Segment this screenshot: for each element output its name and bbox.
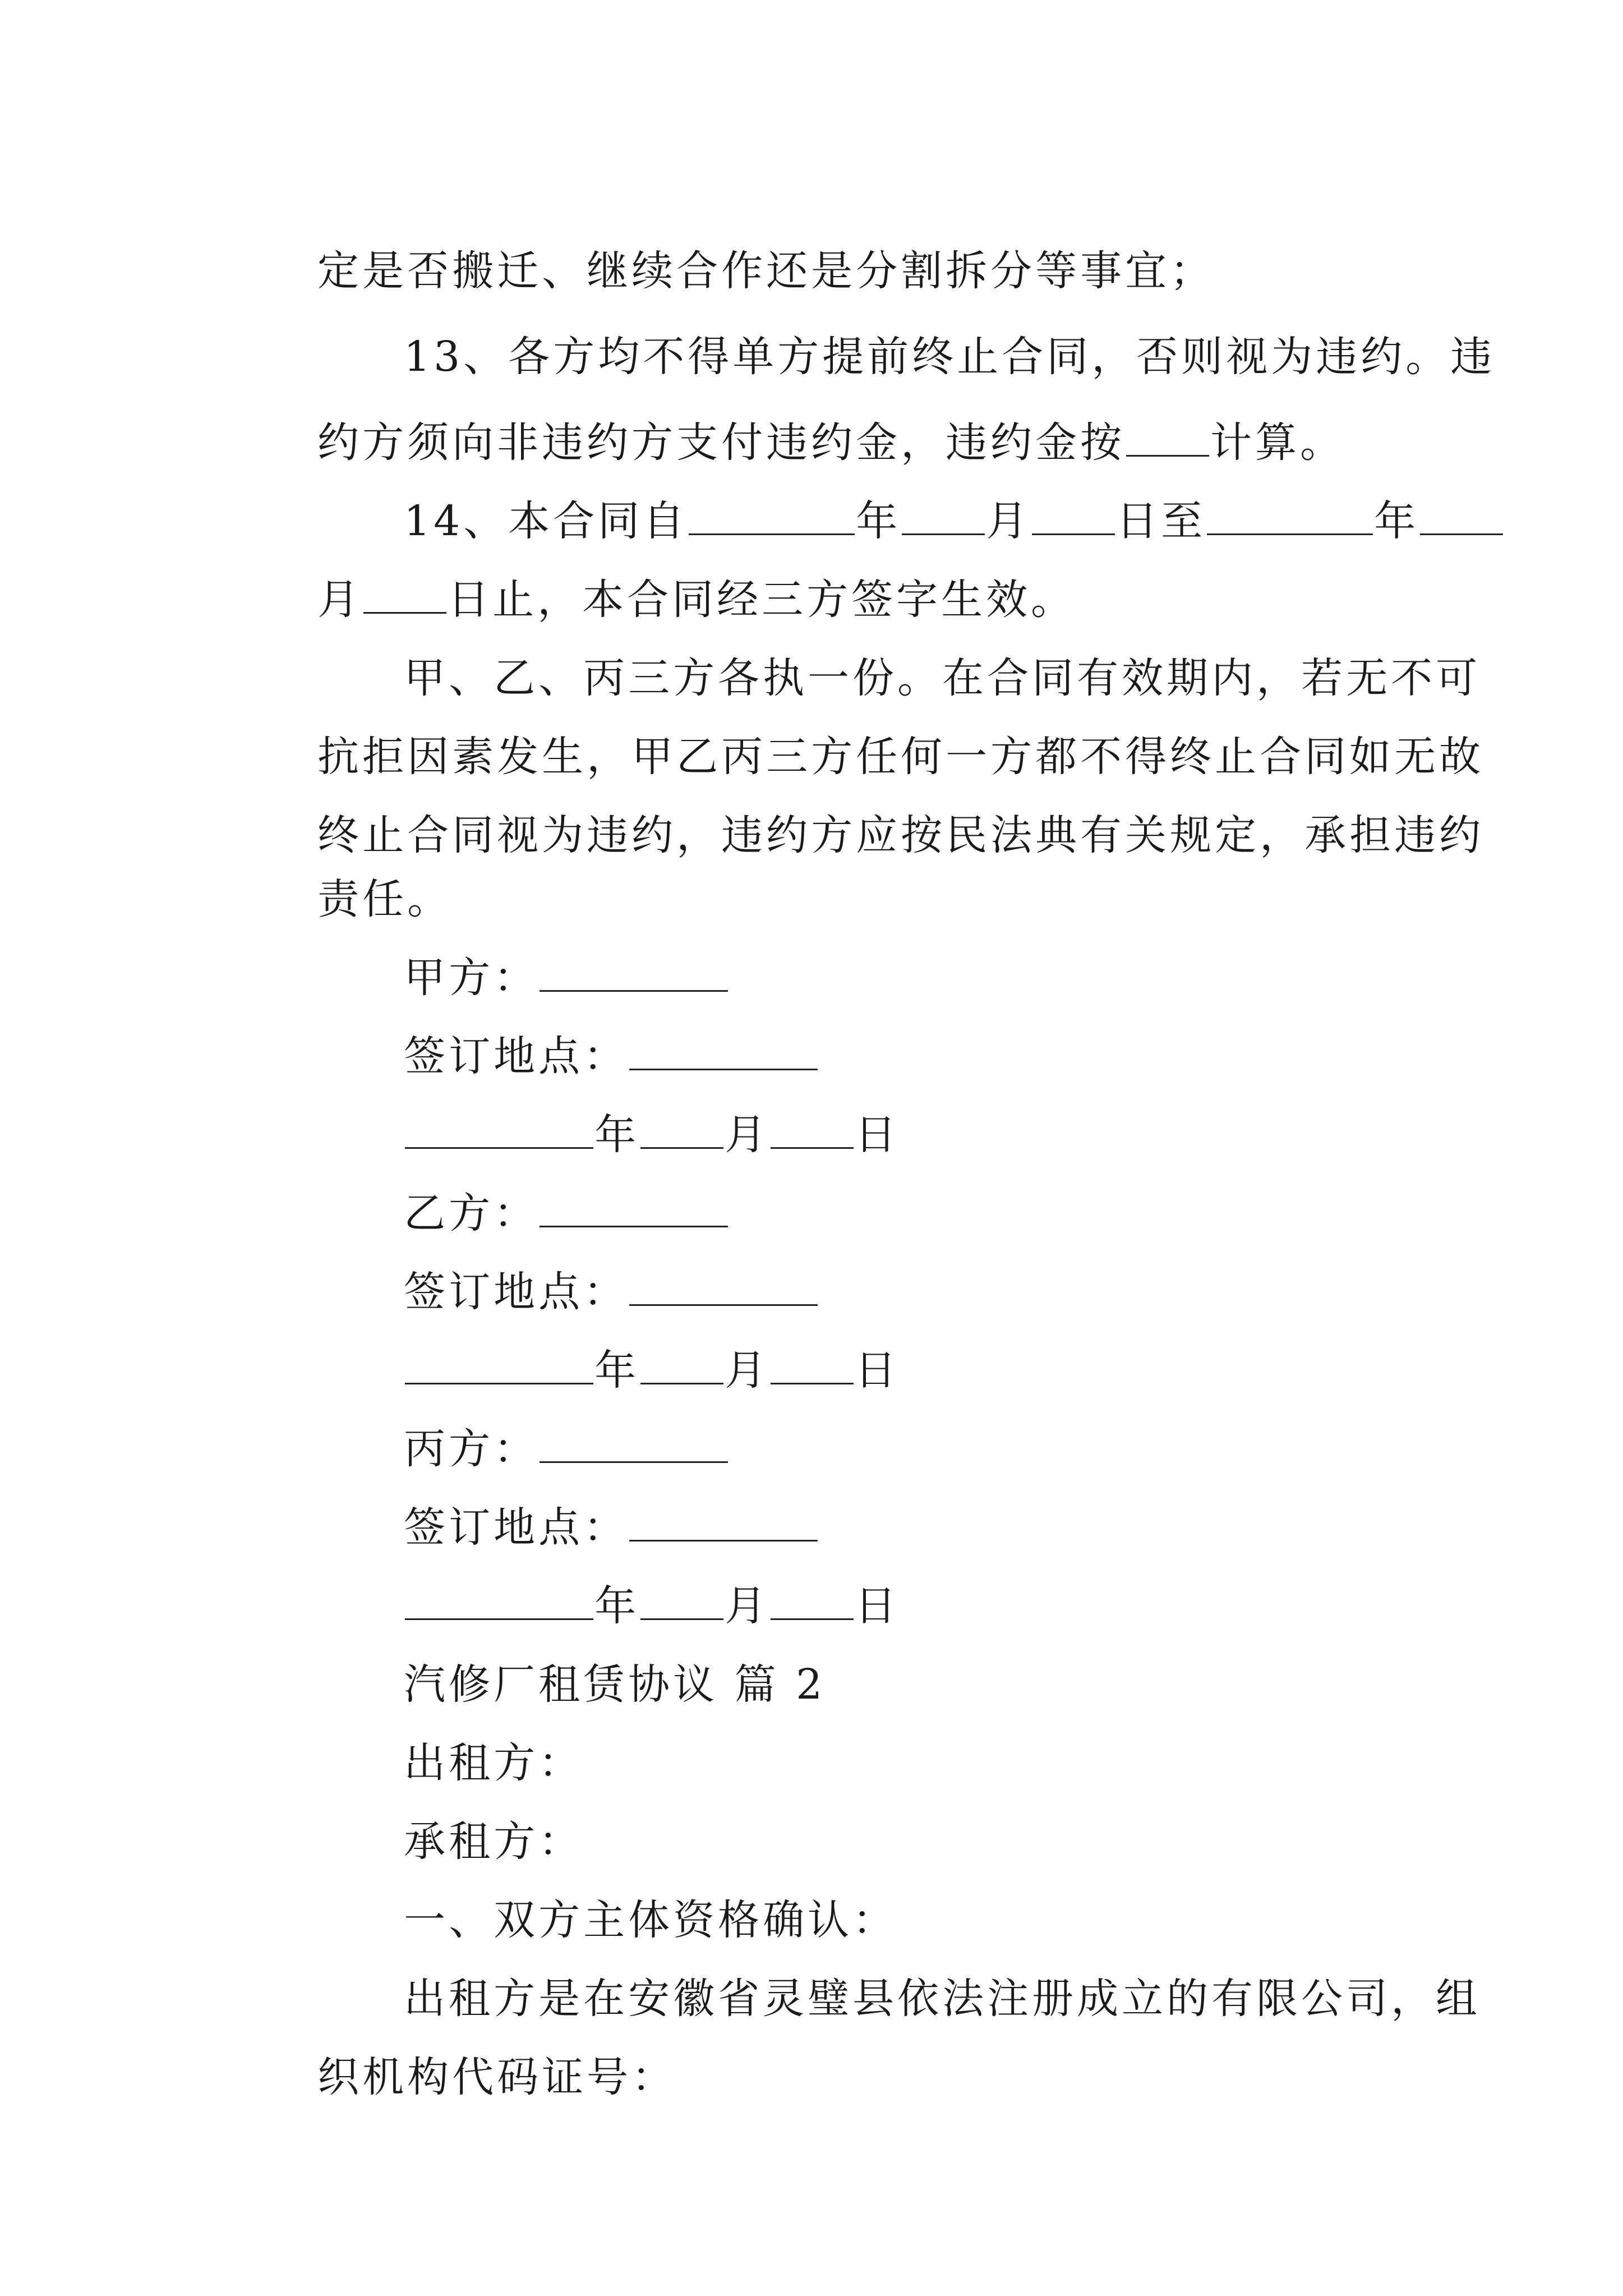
fill-blank xyxy=(405,1383,593,1384)
text: 日止，本合同经三方签字生效。 xyxy=(448,576,1076,624)
fill-blank xyxy=(629,1304,818,1306)
text: 定是否搬迁、继续合作还是分割拆分等事宜； xyxy=(317,247,1215,295)
fill-blank xyxy=(1032,533,1115,535)
fill-blank xyxy=(771,1618,854,1620)
fill-blank xyxy=(689,533,855,535)
text: 终止合同视为违约，违约方应按民法典有关规定，承担违约 xyxy=(317,811,1484,859)
text: 织机构代码证号： xyxy=(317,2053,677,2101)
text: 责任。 xyxy=(317,875,453,923)
text: 日至 xyxy=(1116,497,1206,545)
fill-blank xyxy=(540,1461,728,1463)
text: 月 xyxy=(986,497,1031,545)
fill-blank xyxy=(1126,455,1209,457)
fill-blank xyxy=(629,1069,818,1070)
day-label: 日 xyxy=(855,1346,900,1395)
year-label: 年 xyxy=(594,1346,640,1395)
text: 计算。 xyxy=(1210,418,1345,467)
year-label: 年 xyxy=(594,1582,640,1630)
fill-blank xyxy=(902,533,985,535)
paragraph-line xyxy=(251,2015,676,2139)
text: 约方须向非违约方支付违约金，违约金按 xyxy=(317,418,1126,467)
day-label: 日 xyxy=(855,1582,900,1630)
heading-text: 一、双方主体资格确认： xyxy=(404,1896,898,1944)
fill-blank xyxy=(363,612,446,614)
section-title-text: 汽修厂租赁协议 篇 2 xyxy=(404,1660,826,1709)
fill-blank xyxy=(629,1540,818,1542)
text: 出租方是在安徽省灵璧县依法注册成立的有限公司，组 xyxy=(404,1975,1481,2023)
text: 甲、乙、丙三方各执一份。在合同有效期内，若无不可 xyxy=(404,654,1481,702)
year-label: 年 xyxy=(594,1111,640,1159)
fill-blank xyxy=(640,1383,723,1384)
fill-blank xyxy=(640,1147,723,1149)
fill-blank xyxy=(771,1383,854,1384)
fill-blank xyxy=(540,990,728,992)
month-label: 月 xyxy=(725,1582,770,1630)
fill-blank xyxy=(540,1226,728,1227)
fill-blank xyxy=(1420,533,1503,535)
text: 月 xyxy=(317,576,363,624)
lessor-label: 出租方： xyxy=(404,1739,584,1787)
party-label: 乙方： xyxy=(404,1189,539,1237)
text: 14、本合同自 xyxy=(404,497,688,545)
place-label: 签订地点： xyxy=(404,1032,629,1080)
text: 年 xyxy=(856,497,901,545)
text: 13、各方均不得单方提前终止合同，否则视为违约。违 xyxy=(404,333,1496,381)
lessee-label: 承租方： xyxy=(404,1818,584,1866)
fill-blank xyxy=(405,1147,593,1149)
place-label: 签订地点： xyxy=(404,1268,629,1316)
fill-blank xyxy=(405,1618,593,1620)
month-label: 月 xyxy=(725,1111,770,1159)
place-label: 签订地点： xyxy=(404,1503,629,1552)
text: 抗拒因素发生，甲乙丙三方任何一方都不得终止合同如无故 xyxy=(317,733,1484,781)
party-label: 甲方： xyxy=(404,954,539,1002)
fill-blank xyxy=(771,1147,854,1149)
party-label: 丙方： xyxy=(404,1425,539,1473)
month-label: 月 xyxy=(725,1346,770,1395)
text: 年 xyxy=(1374,497,1419,545)
fill-blank xyxy=(640,1618,723,1620)
fill-blank xyxy=(1207,533,1373,535)
day-label: 日 xyxy=(855,1111,900,1159)
